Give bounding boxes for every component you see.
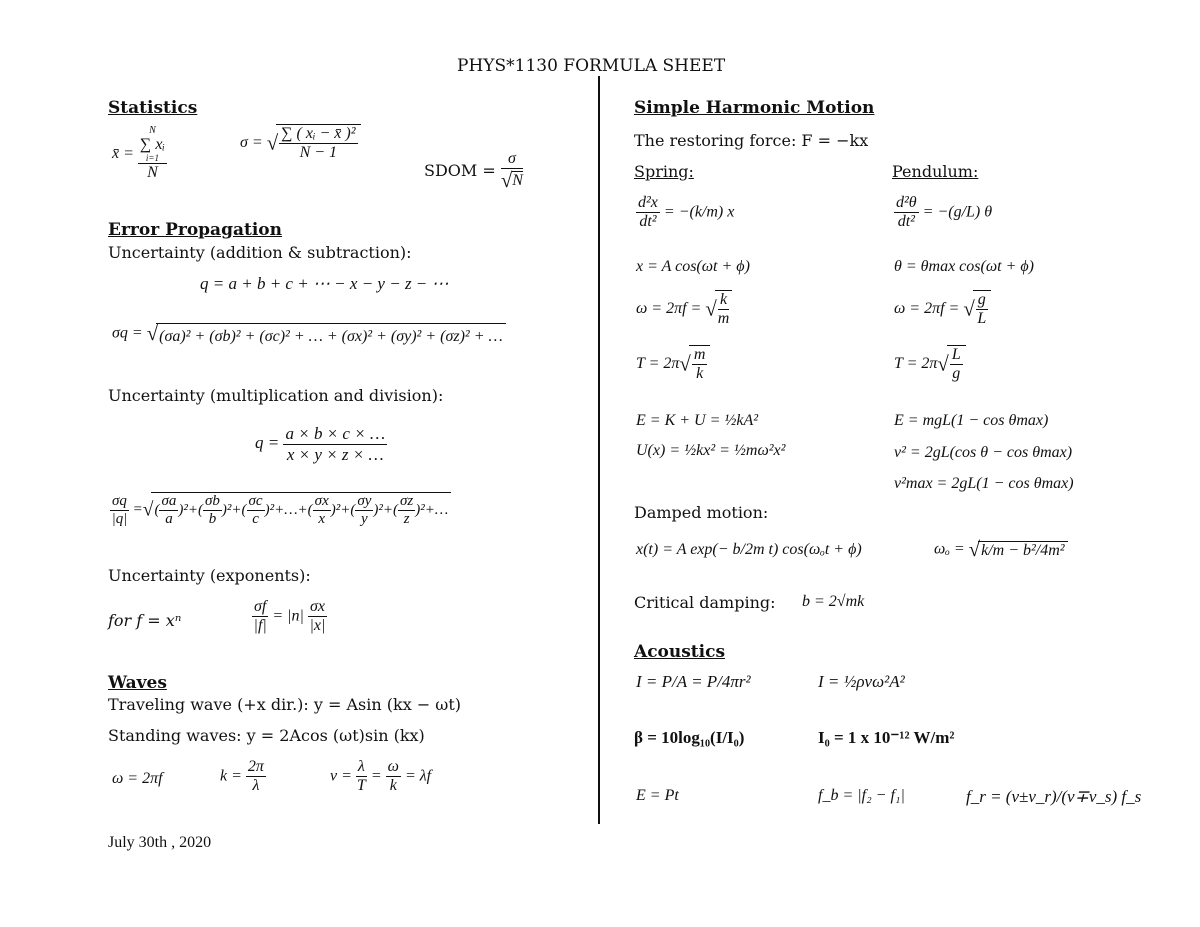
mult-sigma-fraction — [110, 493, 129, 529]
page-title: PHYS*1130 FORMULA SHEET — [457, 56, 726, 76]
mult-q-lhs: q = — [255, 432, 280, 452]
exp-den-2: |x| — [309, 617, 326, 635]
radical-icon: √ — [142, 499, 154, 521]
radical-icon: √ — [500, 169, 513, 193]
radical-icon: √ — [266, 131, 279, 155]
sigma-formula — [240, 124, 361, 163]
mean-formula — [112, 126, 167, 183]
mult-q-formula — [255, 424, 387, 464]
error-heading: Error Propagation — [108, 220, 282, 240]
pend-T-den: g — [952, 365, 961, 383]
column-divider — [598, 76, 600, 824]
damped-omega-rad: k/m − b²/4m² — [978, 541, 1068, 560]
pendulum-label: Pendulum: — [892, 162, 979, 181]
shm-heading: Simple Harmonic Motion — [634, 98, 875, 118]
spring-omega-lhs: ω = 2πf = — [636, 300, 702, 318]
spring-label: Spring: — [634, 162, 694, 181]
add-sigma-lhs: σq = — [112, 324, 143, 342]
damped-omega-lhs: ωₒ = — [934, 540, 965, 558]
pend-omega-num: g — [976, 291, 988, 310]
mean-fraction — [138, 126, 167, 183]
i-zero: I₀ = 1 x 10⁻¹² W/m² — [818, 728, 955, 747]
intensity: I = P/A = P/4πr² — [636, 672, 751, 691]
term-x: $\frac{\sigma x}{x}$ — [314, 493, 329, 528]
pend-de-rhs: = −(g/L) θ — [922, 203, 993, 221]
exp-for: for f = xⁿ — [108, 611, 182, 630]
exp-num-2: σx — [308, 598, 327, 617]
mult-q-num: a × b × c × … — [285, 424, 386, 443]
radical-icon: √ — [963, 297, 975, 321]
waves-heading: Waves — [108, 673, 167, 693]
k-num: 2π — [246, 758, 266, 777]
spring-omega-den: m — [717, 310, 730, 328]
exp-label: Uncertainty (exponents): — [108, 566, 311, 585]
spring-de-rhs: = −(k/m) x — [663, 203, 735, 221]
v-num-2: ω — [386, 758, 401, 777]
spring-potential: U(x) = ½kx² = ½mω²x² — [636, 442, 786, 459]
spring-period — [636, 345, 710, 384]
pend-T-num: L — [950, 346, 963, 365]
pend-theta: θ = θmax cos(ωt + ϕ) — [894, 258, 1034, 275]
k-formula — [220, 758, 266, 796]
spring-x: x = A cos(ωt + ϕ) — [636, 258, 750, 275]
pend-de — [894, 194, 992, 232]
statistics-heading: Statistics — [108, 98, 198, 118]
critical-label: Critical damping: — [634, 593, 776, 612]
k-fraction — [246, 758, 266, 796]
traveling-wave: Traveling wave (+x dir.): y = Asin (kx − ωt) — [108, 695, 462, 714]
acoustics-heading: Acoustics — [634, 642, 726, 662]
pend-omega-lhs: ω = 2πf = — [894, 300, 960, 318]
v-den-1: T — [356, 777, 366, 795]
radical-icon: √ — [937, 352, 949, 376]
sdom-lhs: SDOM = — [424, 161, 496, 181]
exp-fraction-2 — [308, 598, 327, 636]
sum-top: N — [149, 125, 156, 136]
pend-de-num: d²θ — [894, 194, 919, 213]
mult-q-den: x × y × z × … — [286, 444, 384, 464]
restoring-force: The restoring force: F = −kx — [634, 131, 869, 150]
sum-bottom: i=1 — [145, 153, 159, 164]
mean-num: ∑ xᵢ — [139, 136, 165, 153]
damped-x: x(t) = A exp(− b/2m t) cos(ωₒt + ϕ) — [636, 541, 862, 558]
pend-T-lhs: T = 2π — [894, 355, 938, 373]
damped-label: Damped motion: — [634, 503, 769, 522]
omega-formula: ω = 2πf — [112, 770, 163, 787]
spring-T-lhs: T = 2π — [636, 355, 680, 373]
spring-energy: E = K + U = ½kA² — [636, 412, 759, 429]
radical-icon: √ — [679, 352, 691, 376]
v-lhs: v = — [330, 767, 352, 785]
mult-sigma-num: σq — [110, 493, 129, 511]
sigma-den: N − 1 — [299, 144, 338, 162]
pend-energy: E = mgL(1 − cos θmax) — [894, 412, 1049, 429]
add-q-formula: q = a + b + c + ⋯ − x − y − z − ⋯ — [200, 274, 449, 293]
k-lhs: k = — [220, 767, 242, 785]
sigma-lhs: σ = — [240, 134, 263, 152]
v-num-1: λ — [356, 758, 367, 777]
term-b: $\frac{\sigma b}{b}$ — [205, 493, 220, 528]
spring-de-num: d²x — [636, 194, 660, 213]
sdom-den: N — [512, 172, 523, 190]
v-tail: = λf — [404, 767, 432, 785]
mult-label: Uncertainty (multiplication and division): — [108, 386, 444, 405]
spring-T-den: k — [696, 365, 704, 383]
add-label: Uncertainty (addition & subtraction): — [108, 243, 412, 262]
k-den: λ — [252, 777, 260, 795]
radical-icon: √ — [968, 538, 981, 561]
critical-eq: b = 2√mk — [802, 593, 865, 610]
pend-omega — [894, 290, 991, 329]
mult-sigma-den: |q| — [111, 510, 128, 527]
mean-den: N — [147, 164, 158, 182]
v-fraction-2 — [386, 758, 401, 796]
exp-num: σf — [252, 598, 268, 617]
mult-q-fraction — [283, 424, 387, 464]
sdom-num: σ — [501, 150, 523, 169]
add-sigma-formula — [112, 322, 506, 346]
term-y: $\frac{\sigma y}{y}$ — [357, 493, 372, 528]
add-sigma-rhs: (σa)² + (σb)² + (σc)² + … + (σx)² + (σy)² + (σz)² + … — [156, 323, 506, 346]
exp-fraction — [252, 598, 268, 636]
pend-period — [894, 345, 966, 384]
damped-omega — [934, 538, 1068, 562]
exp-den: |f| — [253, 617, 267, 635]
beat-frequency: f_b = |f₂ − f₁| — [818, 787, 905, 804]
exp-formula — [252, 598, 327, 636]
sdom-formula — [424, 150, 523, 193]
energy-power: E = Pt — [636, 787, 679, 804]
v-fraction-1 — [356, 758, 367, 796]
term-z: $\frac{\sigma z}{z}$ — [400, 493, 414, 528]
pend-omega-den: L — [977, 310, 987, 328]
beta: β = 10log₁₀(I/I₀) — [634, 728, 745, 747]
spring-omega-num: k — [718, 291, 730, 310]
mult-sigma-formula: $\frac{\sigma q}{|q|}$ =√( $\frac{\sigma a}{a}$ )²+( $\frac{\sigma b}{b}$ )²+( $\frac{\sigma c}{c}$ )²+…+( $\frac{\sigma x}{x}$ )²+( $\frac{\sigma y}{y}$ )²+( $\frac{\sigma z}{z}$ )²+… — [110, 492, 451, 529]
radical-icon: √ — [146, 322, 159, 345]
exp-mid: = |n| — [272, 607, 304, 625]
standing-wave: Standing waves: y = 2Acos (ωt)sin (kx) — [108, 726, 425, 745]
pend-velocity: v² = 2gL(cos θ − cos θmax) — [894, 444, 1073, 461]
intensity-2: I = ½ρvω²A² — [818, 672, 905, 691]
spring-T-num: m — [692, 346, 708, 365]
doppler: f_r = (v±v_r)/(v∓v_s) f_s — [966, 787, 1142, 806]
sdom-fraction — [501, 150, 523, 193]
radical-icon: √ — [705, 297, 717, 321]
term-a: $\frac{\sigma a}{a}$ — [161, 493, 177, 528]
pend-vmax: v²max = 2gL(1 − cos θmax) — [894, 475, 1074, 492]
term-c: $\frac{\sigma c}{c}$ — [248, 493, 263, 528]
sigma-fraction — [279, 125, 357, 163]
spring-omega — [636, 290, 732, 329]
pend-de-den: dt² — [897, 213, 915, 231]
v-den-2: k — [389, 777, 397, 795]
date: July 30th , 2020 — [108, 834, 212, 851]
mean-lhs: x̄ = — [112, 145, 134, 163]
spring-de — [636, 194, 734, 232]
v-formula: v = $\frac{\lambda}{T}$ = $\frac{\omega}{k}$ = λf — [330, 758, 432, 795]
sigma-num: ∑ ( xᵢ − x̄ )² — [279, 125, 357, 144]
spring-de-den: dt² — [639, 213, 657, 231]
